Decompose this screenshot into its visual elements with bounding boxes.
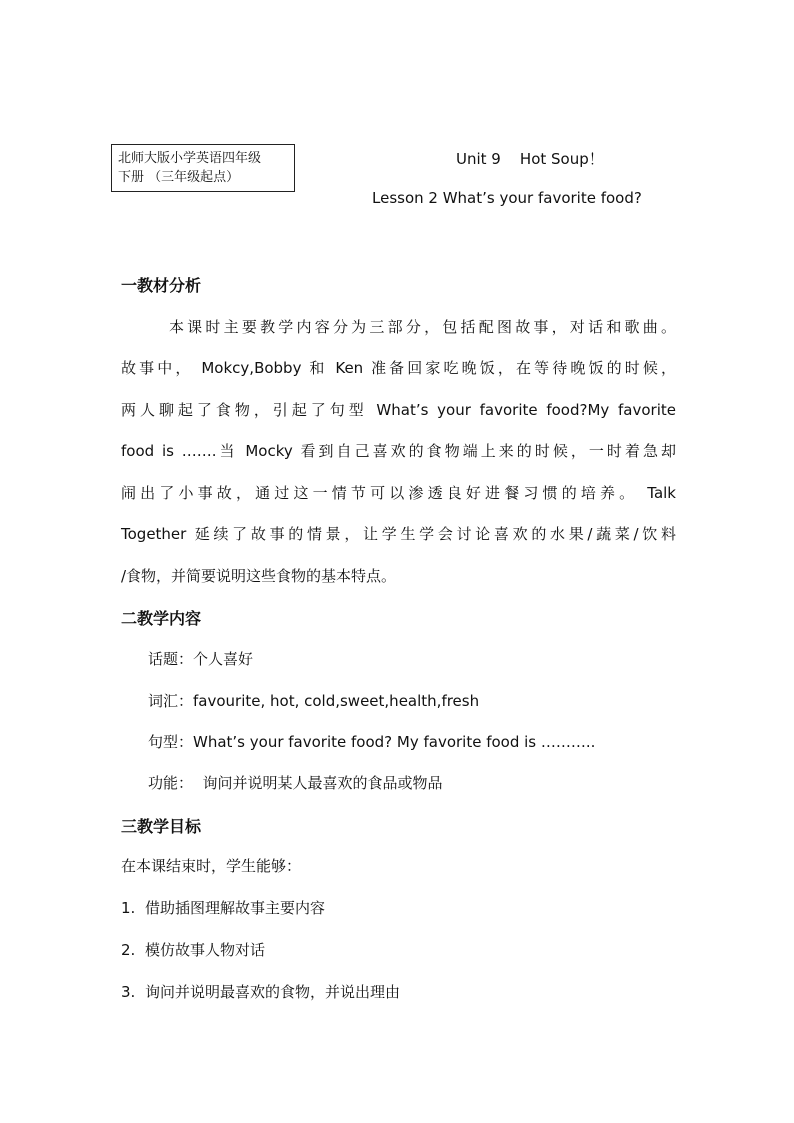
goal-text: 模仿故事人物对话 xyxy=(145,941,266,959)
lesson-title: Lesson 2 What’s your favorite food? xyxy=(372,189,642,207)
textbook-label-line: 下册 （三年级起点） xyxy=(118,170,240,185)
goal-text: 询问并说明最喜欢的食物，并说出理由 xyxy=(145,983,401,1001)
content-item: 词汇：favourite, hot, cold,sweet,health,fresh xyxy=(148,692,480,710)
paragraph-line: /食物，并简要说明这些食物的基本特点。 xyxy=(121,567,397,585)
content-item: 话题：个人喜好 xyxy=(148,650,254,668)
goal-number: 2. xyxy=(121,941,136,959)
goal-item xyxy=(121,897,325,918)
content-item: 句型：What’s your favorite food? My favorite food is ……….. xyxy=(148,733,596,751)
goal-text: 借助插图理解故事主要内容 xyxy=(145,899,326,917)
paragraph-line: 故事中， Mokcy,Bobby 和 Ken 准备回家吃晚饭，在等待晚饭的时候， xyxy=(121,359,676,377)
paragraph-line: 本课时主要教学内容分为三部分，包括配图故事，对话和歌曲。 xyxy=(121,318,676,336)
paragraph-line: Together 延续了故事的情景，让学生学会讨论喜欢的水果/蔬菜/饮料 xyxy=(121,525,676,543)
section-heading: 一教材分析 xyxy=(121,276,202,295)
goal-item xyxy=(121,939,265,960)
section-heading: 二教学内容 xyxy=(121,609,202,628)
paragraph-line: food is …….当 Mocky 看到自己喜欢的食物端上来的时候，一时着急却 xyxy=(121,442,676,460)
textbook-label-line: 北师大版小学英语四年级 xyxy=(118,151,262,166)
goal-item xyxy=(121,981,400,1002)
goal-number: 3. xyxy=(121,983,136,1001)
paragraph-line: 两人聊起了食物，引起了句型 What’s your favorite food?My favorite xyxy=(121,401,676,419)
section-heading: 三教学目标 xyxy=(121,817,202,836)
content-item: 功能： 询问并说明某人最喜欢的食品或物品 xyxy=(148,774,443,792)
unit-title: Unit 9 Hot Soup！ xyxy=(456,150,604,168)
paragraph-line: 闹出了小事故，通过这一情节可以渗透良好进餐习惯的培养。 Talk xyxy=(121,484,676,502)
goals-intro: 在本课结束时，学生能够： xyxy=(121,857,302,875)
textbook-label-box xyxy=(111,144,295,192)
goal-number: 1. xyxy=(121,899,136,917)
